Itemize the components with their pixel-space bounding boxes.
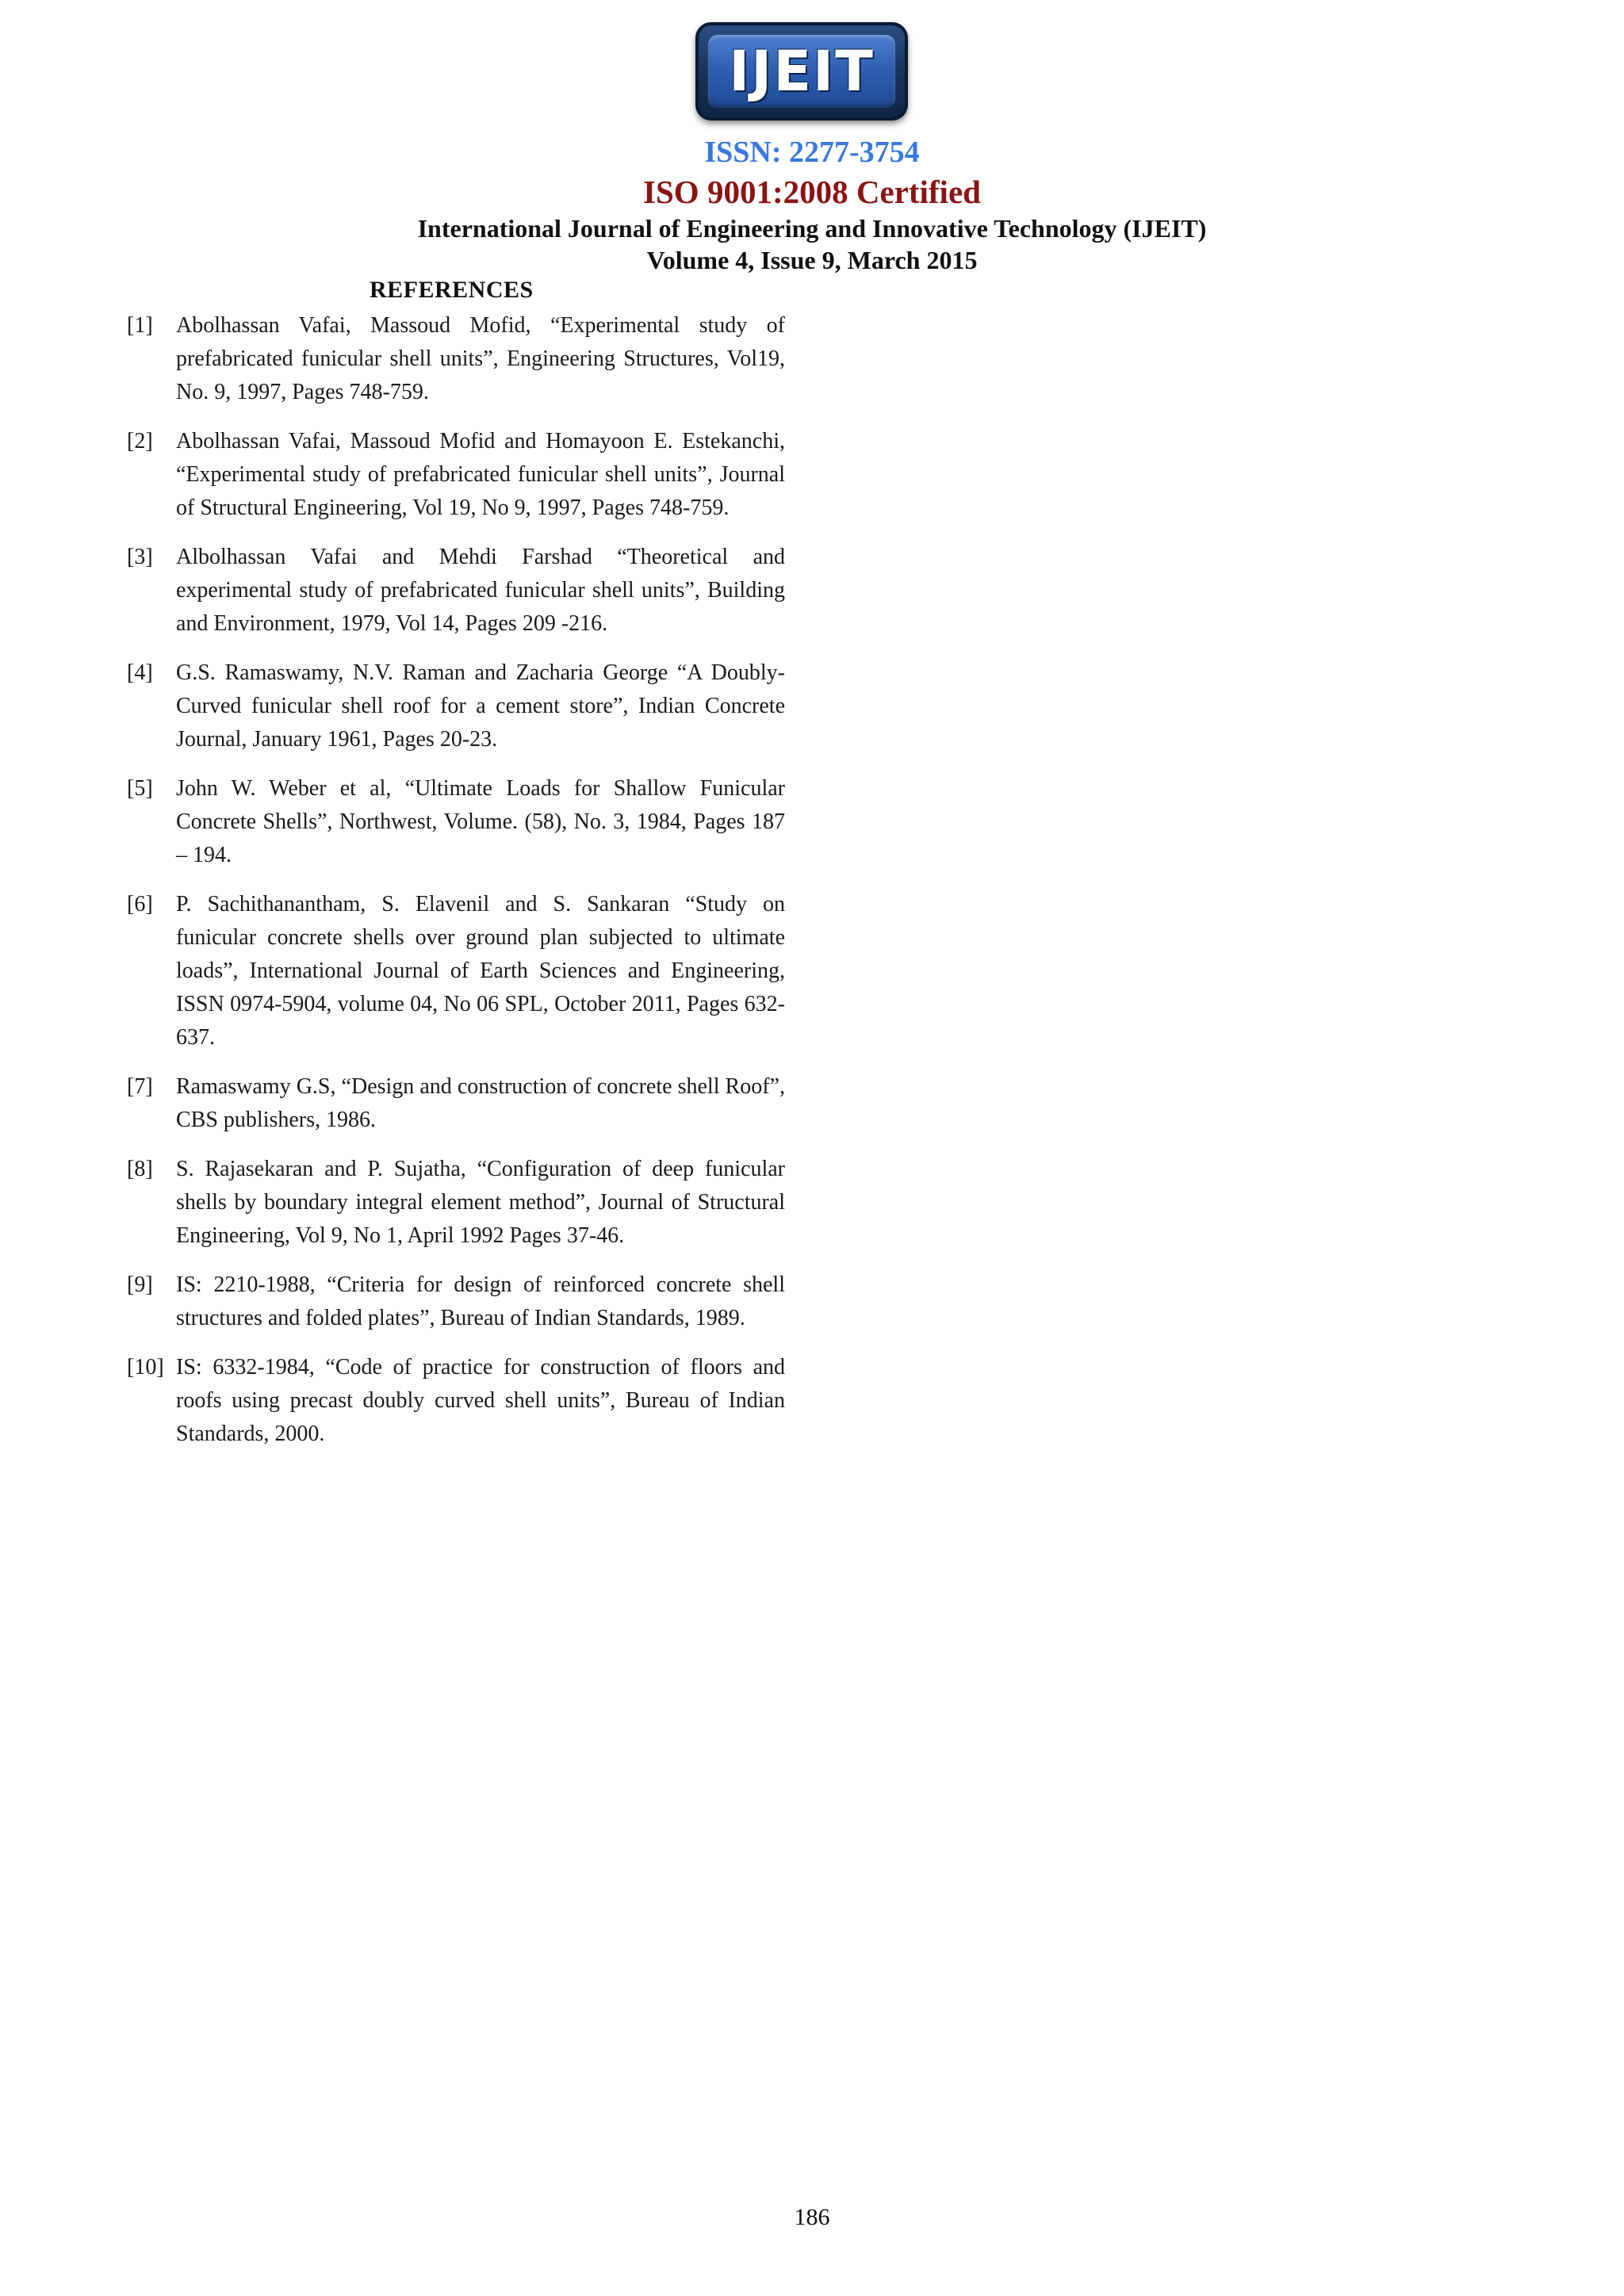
reference-text: Ramaswamy G.S, “Design and construction of concrete shell Roof”, CBS publishers, 1986. <box>176 1074 785 1132</box>
reference-item <box>127 541 785 641</box>
reference-item <box>127 656 785 756</box>
reference-text: IS: 2210-1988, “Criteria for design of reinforced concrete shell structures and folded plates”, Bureau of Indian Standards, 1989. <box>176 1272 785 1330</box>
reference-number: [7] <box>127 1074 153 1099</box>
reference-text: IS: 6332-1984, “Code of practice for construction of floors and roofs using precast doubly curved shell units”, Bureau of Indian Standards, 2000. <box>176 1355 785 1446</box>
references-list <box>127 309 785 1467</box>
issn-line: ISSN: 2277-3754 <box>704 136 920 169</box>
reference-text: P. Sachithanantham, S. Elavenil and S. Sankaran “Study on funicular concrete shells over ground plan subjected to ultimate loads”, International Journal of Earth Sciences and Engineering, ISSN 0974-5904, volume 04, No 06 SPL, October 2011, Pages 632-637. <box>176 892 785 1050</box>
reference-number: [10] <box>127 1355 164 1380</box>
references-heading: REFERENCES <box>370 277 534 303</box>
reference-item <box>127 1351 785 1451</box>
reference-number: [9] <box>127 1272 153 1297</box>
reference-item <box>127 1070 785 1137</box>
reference-number: [1] <box>127 313 153 338</box>
journal-logo <box>695 22 908 121</box>
volume-issue-line: Volume 4, Issue 9, March 2015 <box>646 246 978 274</box>
reference-item <box>127 772 785 872</box>
iso-certification-line: ISO 9001:2008 Certified <box>643 174 981 210</box>
reference-text: John W. Weber et al, “Ultimate Loads for Shallow Funicular Concrete Shells”, Northwest, Volume. (58), No. 3, 1984, Pages 187 – 194. <box>176 776 785 867</box>
page-number: 186 <box>794 2204 830 2230</box>
reference-number: [4] <box>127 660 153 685</box>
journal-logo-text: IJEIT <box>729 39 875 104</box>
journal-title: International Journal of Engineering and Innovative Technology (IJEIT) <box>417 214 1207 243</box>
reference-number: [6] <box>127 892 153 916</box>
reference-item <box>127 309 785 409</box>
reference-item <box>127 1269 785 1335</box>
reference-text: G.S. Ramaswamy, N.V. Raman and Zacharia George “A Doubly-Curved funicular shell roof for a cement store”, Indian Concrete Journal, January 1961, Pages 20-23. <box>176 660 785 752</box>
reference-item <box>127 1153 785 1253</box>
reference-number: [5] <box>127 776 153 801</box>
reference-item <box>127 888 785 1054</box>
reference-number: [3] <box>127 545 153 569</box>
journal-logo-badge <box>708 35 895 108</box>
reference-text: Abolhassan Vafai, Massoud Mofid and Homayoon E. Estekanchi, “Experimental study of prefabricated funicular shell units”, Journal of Structural Engineering, Vol 19, No 9, 1997, Pages 748-759. <box>176 429 785 520</box>
reference-number: [8] <box>127 1157 153 1181</box>
reference-item <box>127 425 785 525</box>
reference-text: Albolhassan Vafai and Mehdi Farshad “Theoretical and experimental study of prefabricated funicular shell units”, Building and Environment, 1979, Vol 14, Pages 209 -216. <box>176 545 785 636</box>
reference-text: S. Rajasekaran and P. Sujatha, “Configuration of deep funicular shells by boundary integral element method”, Journal of Structural Engineering, Vol 9, No 1, April 1992 Pages 37-46. <box>176 1157 785 1248</box>
reference-text: Abolhassan Vafai, Massoud Mofid, “Experimental study of prefabricated funicular shell units”, Engineering Structures, Vol19, No. 9, 1997, Pages 748-759. <box>176 313 785 404</box>
reference-number: [2] <box>127 429 153 453</box>
